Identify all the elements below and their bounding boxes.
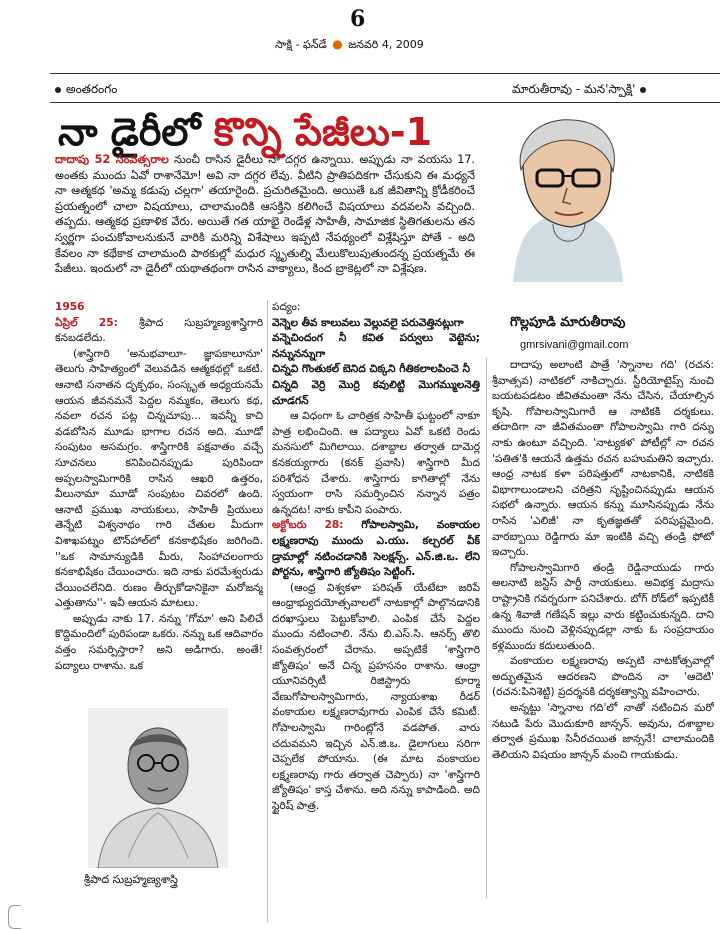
year-heading: 1956 — [55, 301, 85, 313]
author-email: gmrsivani@gmail.com — [520, 339, 629, 351]
col1-paragraph-1: (శాస్త్రిగారి 'అనుభవాలూ- జ్ఞాపకాలూనూ' తెలుగు సాహిత్యంలో వెలువడిన ఆత్మకథల్లో ఒకటి. ఆనాటి సనాతన దృక్పథం, సంస్కృత అధ్యయనమే ఆయన జీవనమనే పెద్దల నమ్మకం, తెలుగు కథ, నవలా రచన పట్ల చిన్నచూపు... ఇవన్నీ కాచి వడబోసిన మూడు భాగాల రచన అది. మూడో సంపుటం అసమగ్రం. శాస్త్రిగారికి పక్షవాతం వచ్చే సూచనలు కనిపించినప్పుడు పురిపిందా అప్పలస్వామిగారికి రాసిన ఆఖరి ఉత్తరం, వీలునామా మూడో సంపుటం చివరలో ఉంది. ఆనాటి ప్రముఖ నాయకులు, సాహితీ ప్రియులు తెన్నేటి విశ్వనాథం గారి చేతుల మీదుగా విశాఖపట్నం టౌన్‌హాల్‌లో కనకాభిషేకం జరిగింది. ''ఒక సామాన్యుడికి మీరు, సింహాచలంగారు కనకాభిషేకం చేయించారు. ఇది నాకు పరమేశ్వరుడు చేయించలేనిది. రుణం తీర్చుకోడానికైనా మరోజన్మ ఎత్తుతాను''- ఇవీ ఆయన మాటలు. — [55, 347, 263, 610]
section-rule — [50, 102, 720, 103]
page-corner-mark — [8, 905, 21, 929]
col2-paragraph-1: ఆ విధంగా ఓ చారిత్రక సాహితీ ఘట్టంలో నాకూ పాత్ర లభించింది. ఆ పద్యాలు ఏవో ఒకటి రెండు మనసులో మిగిలాయి. దశాబ్దాల తర్వాత దామెర్ల కనకయ్యగారు (కనక్ ప్రవాసి) శాస్త్రిగారి మీద పరిశోధన చేశారు. శాస్త్రిగారు కాగితాల్లో నేను స్వయంగా రాసి సమర్పించిన నన్నాన పత్రం ఉన్నదట! నాకు కాపీని పంపారు. — [272, 410, 480, 516]
column-1 — [55, 300, 263, 692]
intro-highlight: దాదాపు 52 సంవత్సరాల — [55, 153, 169, 166]
diary-entry-date-2: అక్టోబరు 28: గోపాలస్వామి, వంకాయల లక్ష్మణరావు ముందు ఎ.యు. కల్చరల్ వీక్ డ్రామాల్లో నటించడానికి సెలక్షన్స్. ఎన్.జి.ఒ. లేని పోర్టను, శాస్త్రిగారి జ్యోతిషం సెట్టింగ్. — [272, 519, 480, 579]
col3-paragraph-4: అన్నట్టు 'స్నానాల గది'లో నాతో నటించిన మరో నటుడి పేరు మొదుకూరి జాన్సన్. అవును, దశాబ్దాల తర్వాత ప్రముఖ సినీరచయిత జాన్సనే! చాలామందికి తెలియని విషయం జాన్సన్ మంచి గాయకుడు. — [492, 702, 714, 761]
bullet-icon — [640, 87, 646, 93]
publication-date: జనవరి 4, 2009 — [348, 38, 424, 51]
headline-part-2: కొన్ని పేజీలు-1 — [213, 110, 433, 154]
col3-paragraph-3: వంకాయల లక్ష్మణరావు అప్పటి నాటకోత్సవాల్లో అద్భుతమైన ఆదరణని పొందిన నా 'ఆదెటి' (రచన:పినిశెట్టి) ప్రదర్శనకి దర్శకత్వాన్ని వహించారు. — [492, 655, 714, 699]
verse-line: వెన్నెల తీవ కాలువలు వెల్లువలై పరువెత్తినట్లుగా — [272, 316, 464, 329]
diary-entry-date: ఏప్రిల్ 25: శ్రీపాద సుబ్రహ్మణ్యశాస్త్రిగారి కనబడలేదు. — [55, 316, 263, 345]
verse-line: చిన్నవి గొంతుకల్ బెనిద చిక్కని గీతికలాలపించె నీ — [272, 363, 470, 376]
photo-caption: శ్రీపాద సుబ్రహ్మణ్యశాస్త్రి — [84, 873, 178, 886]
sripada-photo — [88, 708, 228, 868]
intro-text: నుంచీ రాసిన డైరీలు నా దగ్గర ఉన్నాయి. అప్పుడు నా వయసు 17. అంతకు ముందు ఏవో రాశానేమో! అవి నా దగ్గర లేవు. వీటిని ప్రాతిపదికగా చేసుకుని ఈ మధ్యనే నా ఆత్మకథ 'అమ్మ కడుపు చల్లగా' తయారైంది. ప్రచురితమైంది. అయితే ఒక జీవితాన్ని క్రోడీకరించే ప్రయత్నంలో చాలా విషయాలు, చాలామందికి ఆసక్తిని కలిగించే విషయాలు వదవలసి వచ్చింది. తప్పదు. ఆత్మకథ ప్రణాళిక వేరు. అయితే గత యాభై రెండేళ్ల సాహితీ, సామాజిక స్థితిగతులను తన స్వర్ణగా పంచుకోవాలనుకునే వారికి మరిన్ని విశేషాలు ఇప్పటి నేపథ్యంలో విశ్లేషిస్తూ పోతే - అది కేవలం నా కథేకాక చాలామంది పాఠకుల్లో మధుర స్మృతుల్ని మేలుకొలుపుతుందన్న ప్రయత్నమే ఈ పేజీలు. ఇందులో నా డైరీలో యథాతథంగా రాసిన వాక్యాలు, కింద బ్రాకెట్లలో నా విశ్లేషణ. — [55, 153, 475, 276]
column-3 — [492, 358, 714, 898]
col2-paragraph-2: (ఆంధ్ర విశ్వకళా పరిషత్ యేటేటా జరిపే ఆంధ్రాభ్యుదయోత్సవాలలో నాటకాల్లో పాల్గొనడానికి దరఖాస్తులు పెట్టుకోవాలి. ఎంపిక చేసే పెద్దల ముందు నటించాలి. నేను బి.ఎస్.సి. ఆనర్స్ తొలి సంవత్సరంలో చేరాను. అప్పటికే 'శాస్త్రిగారి జ్యోతిషం' అనే చిన్న ప్రహసనం రాశాను. ఆంధ్రా యూనివర్సిటీ రిజిస్ట్రారు కూర్మా వేణుగోపాలస్వామిగారు, న్యాయశాఖ రీడర్ వంకాయల లక్ష్మణరావుగారు ఎంపిక చేసే కమిటీ. గోపాలస్వామి గారింట్లోనే వడపోత. వారు చదువమని ఇచ్చిన ఎన్.జి.ఒ. డైలాగులు సరిగా చెప్పలేక పోయాను. (ఈ మాట వంకాయల లక్ష్మణరావు గారు తర్వాత చెప్పారు) నా 'శాస్త్రిగారి జ్యోతిషం' కాస్త చేశాను. అది నన్ను కాపాడింది. అది స్టైరిష్ పాత్ర. — [272, 581, 480, 812]
column-label: మారుతీరావు - మన'స్పాక్షి' — [512, 82, 646, 99]
col3-paragraph-1: దాదాపు అలాంటి పాత్రే 'స్నానాల గది' (రచన: శ్రీవాత్సవ) నాటికలో నాకిచ్చారు. స్టీరియోటైప్స్ నుంచి బయటపడటం జీవితమంతా నేను చేసిన, చేయాల్సిన కృషి. గోపాలస్వామిగారే ఆ నాటికకి దర్శకులు. తదాదిగా నా జీవితమంతా గోపాలస్వామి గారి దన్ను నాకు ఉంటూ వచ్చింది. 'నాట్యకళ' పోటీల్లో నా రచన 'పతిత'కి ఆయనే ఉత్తమ రచన బహుమతిని ఇచ్చారు. ఆంధ్ర నాటక కళా పరిషత్తులో నాటకానికి, నాటికకి విభాగాలుండాలని చరిత్రని సృష్టించినప్పుడు ఆయన సభలో ఉన్నారు. ఆయన కన్ను మూసినప్పుడు నేను రాసిన 'ఎలిజీ' నా కృతజ్ఞతతో పరిపుష్టమైంది. వారబ్బాయి రెడ్డిగారు మా ఇంటికి వచ్చి తండ్రి ఫోటో ఇచ్చారు. — [492, 359, 714, 559]
page-number: 6 — [350, 6, 366, 32]
col2-intro: పద్యం: — [272, 301, 301, 313]
col3-paragraph-2: గోపాలస్వామిగారి తండ్రి రెడ్డినాయుడు గారు అలనాటి జస్టిస్ పార్టీ నాయకులు. అవిభక్త మద్రాసు రాష్ట్రానికి గవర్నరుగా పనిచేశారు. బోగ్ రోడ్‌లో ఇప్పటికీ ఉన్న శివాజీ గణేషన్ ఇల్లు వారు కట్టించుకున్నది. దాని ముందు నుంచి వెళ్లినప్పుడల్లా నాకు ఓ సంప్రదాయం కళ్లముందు కదులుతుంది. — [492, 561, 714, 652]
column-divider — [486, 358, 487, 898]
verse-line: వన్నెచిందంగ నీ కవిత పర్వులు వెట్టెను; నన్నునన్నుగా — [272, 332, 480, 360]
dot-separator-icon: ● — [332, 37, 343, 51]
section-label: అంతరంగం — [55, 82, 117, 99]
col1-paragraph-2: అప్పుడు నాకు 17. నన్ను 'గోమా' అని పిలిచే కొద్దిమందిలో పురిపండా ఒకరు. నన్ను ఒక ఆదివారం వత్తం సమర్పిస్తారా? అని అడిగారు. అంతే! పద్యాలు రాశాను. ఒక — [55, 612, 263, 672]
newspaper-name: సాక్షి - ఫన్‌డే — [275, 38, 327, 51]
intro-paragraph — [55, 152, 475, 277]
column-divider — [267, 300, 268, 922]
dateline — [275, 37, 424, 54]
author-name: గొల్లపూడి మారుతీరావు — [510, 315, 626, 330]
headline-part-1: నా డైరీలో — [58, 110, 201, 154]
verse-line: చిన్నది వెర్రి మొర్రి కవులిట్టి మొగమ్ములనెత్తి చూడగన్ — [272, 378, 480, 407]
column-2 — [272, 300, 480, 922]
top-rule — [50, 73, 720, 74]
bullet-icon — [55, 87, 61, 93]
author-portrait-sketch — [493, 112, 643, 292]
